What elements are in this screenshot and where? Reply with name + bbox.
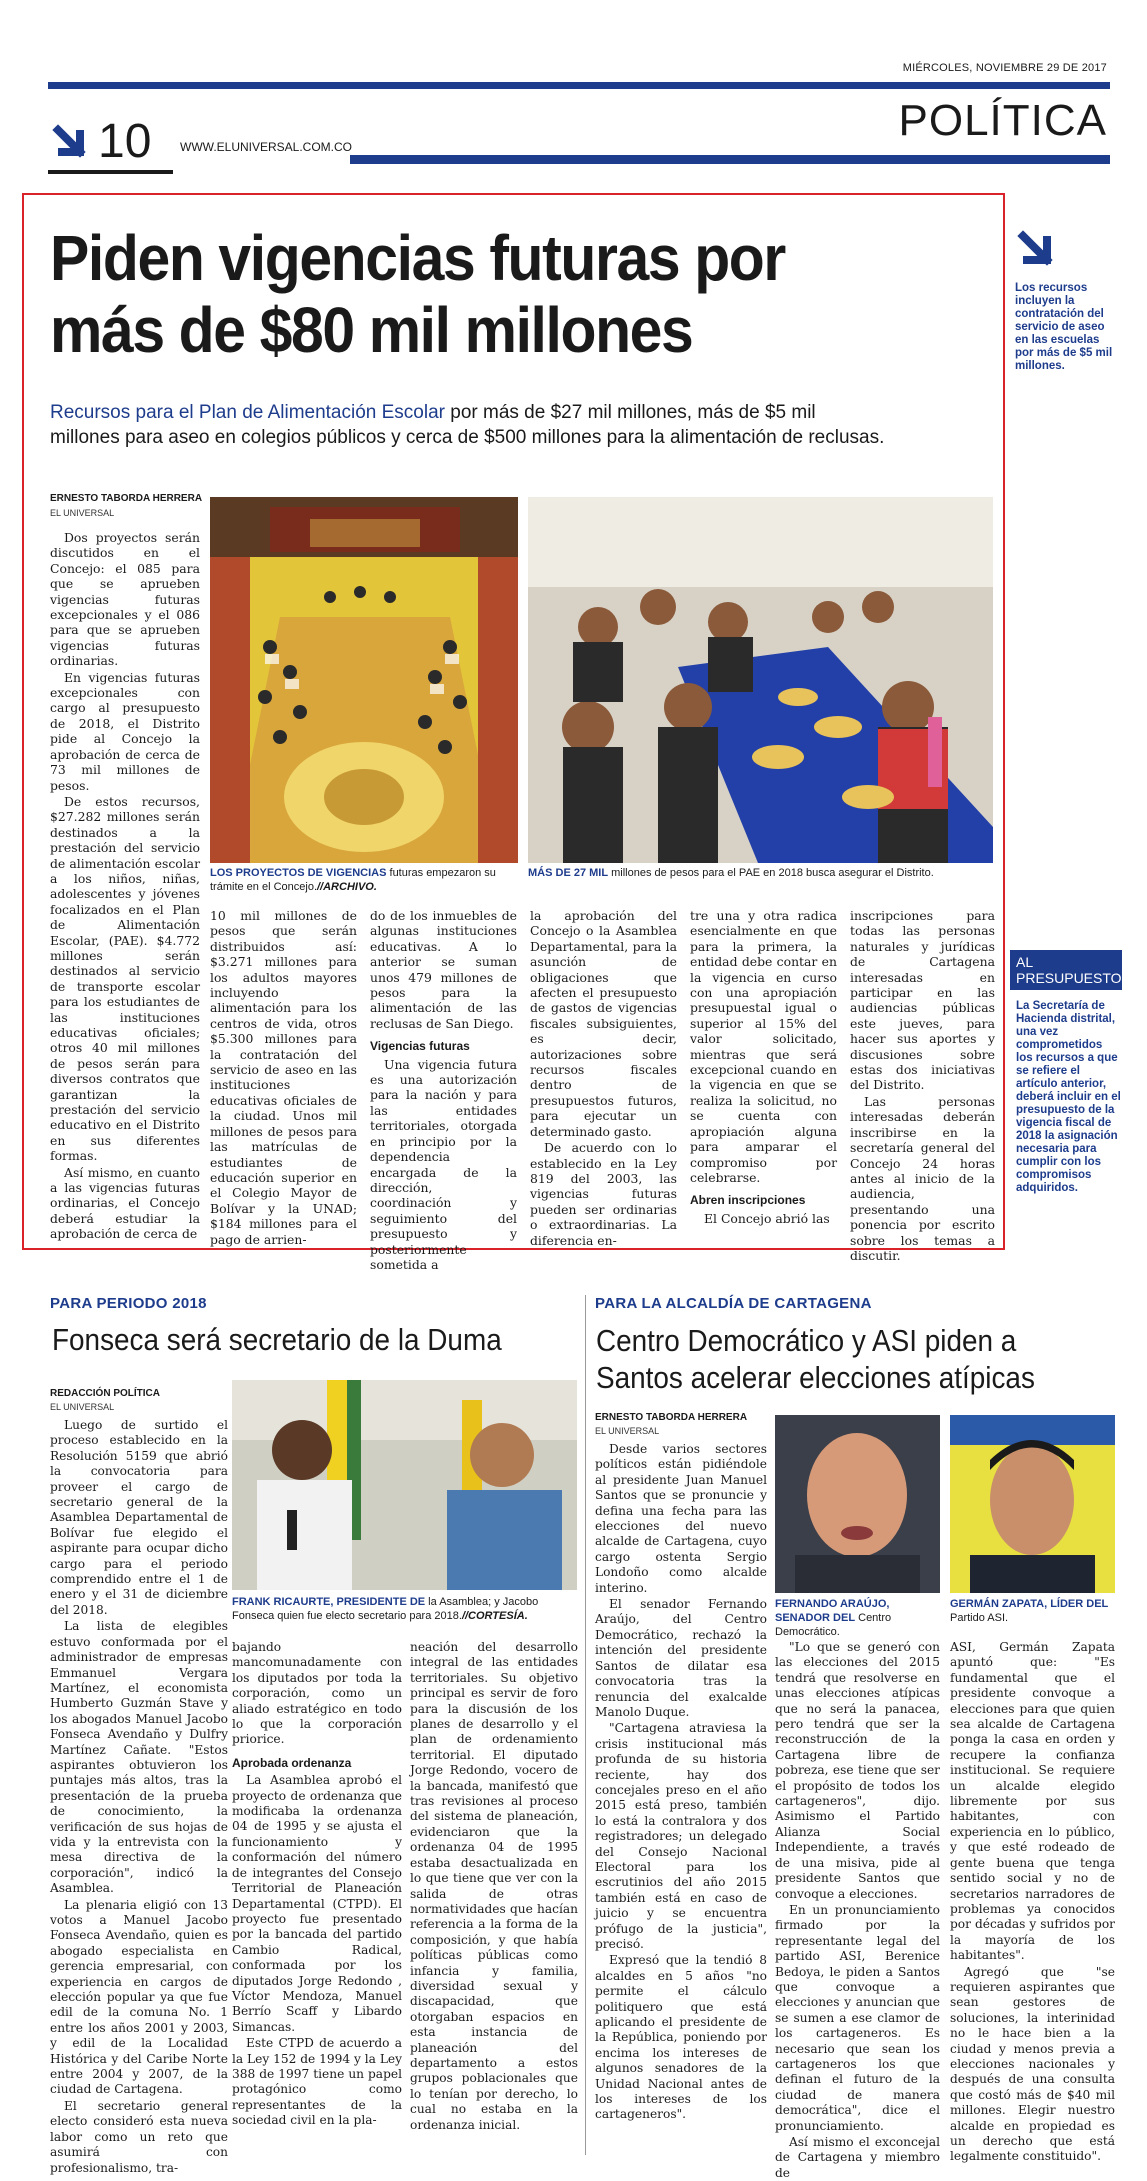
page-number-underline [48,170,173,174]
column-divider [585,1295,586,2155]
arrow-down-right-icon [1015,228,1061,274]
cd-outlet: EL UNIVERSAL [595,1426,660,1436]
duma-kicker: PARA PERIODO 2018 [50,1295,207,1312]
photo-school-meal [528,497,993,863]
cd-kicker: PARA LA ALCALDÍA DE CARTAGENA [595,1295,872,1312]
subhead-aprobada-ordenanza: Aprobada ordenanza [232,1755,352,1770]
website-url[interactable]: WWW.ELUNIVERSAL.COM.CO [180,140,353,154]
duma-col-2: bajando mancomunadamente con los diputados por toda la corporación, como un aliado estratégico en todo lo que la corporación priorice. Aprobada ordenanza La Asamblea aprobó el proyecto de ordenanza que modificaba la ordenanza 04 de 1995 y se ajusta el funcionamiento y conformación del número de integrantes del Consejo Territorial de Planeación Departamental (CTPD). El proyecto fue presentado por la bancada del partido Cambio Radical, conformada por los diputados Jorge Redondo , Víctor Mendoza, Manuel Berrío Scaff y Libardo Simancas. Este CTPD de acuerdo a la Ley 152 de 1994 y la Ley 388 de 1997 tiene un papel protagónico como representantes de la sociedad civil en la pla- [232,1640,403,2128]
main-headline-line2: más de $80 mil millones [50,294,693,366]
duma-col-1: Luego de surtido el proceso establecido en la Resolución 5159 que abrió la convocatoria para proveer el cargo de secretario general de la Asamblea Departamental de Bolívar fue elegido el aspirante para ocupar dicho cargo para el periodo comprendido entre el 1 de enero y el 31 de diciembre del 2018. La lista de elegibles estuvo conformada por el administrador de empresas Emmanuel Vergara Martínez, el economista Humberto Guzmán Stave y los abogados Manuel Jacobo Fonseca Avendaño y Dulfry Martínez Cañate. "Estos aspirantes obtuvieron los puntajes más altos, tras la presentación de la prueba de conocimiento, la verificación de sus hojas de vida y la entrevista con la mesa directiva de la corporación", indicó la Asamblea. La plenaria eligió con 13 votos a Manuel Jacobo Fonseca Avendaño, quien es abogado especialista en gerencia empresarial, con experiencia en cargos de elección popular ya que fue edil de la comuna No. 1 entre los años 2001 y 2003, y edil de la Localidad Histórica y del Caribe Norte entre 2004 y 2007, de la ciudad de Cartagena. El secretario general electo consideró esta nueva labor como un reto que asumirá con profesionalismo, tra- [50,1418,228,2175]
main-headline [50,222,924,366]
main-col-5: tre una y otra radica esencialmente en que para la primera, la entidad debe contar en la vigencia en curso con una apropiación presupuestal igual o superior al 15% del valor solicitado, mientras que será excepcional cuando en la vigencia en que se realiza la solicitud, no se cuenta con apropiación alguna para amparar el compromiso por celebrarse. Abren inscripciones El Concejo abrió las [690,908,837,1226]
main-col-4: la aprobación del Concejo o la Asamblea Departamental, para la asunción de obligaciones que afecten el presupuesto de gastos de vigencias fiscales subsiguientes, es decir, autorizaciones sobre recursos fiscales dentro de presupuestos futuros, para ejecutar un determinado gasto. De acuerdo con lo establecido en la Ley 819 del 2003, las vigencias futuras pueden ser ordinarias o extraordinarias. La diferencia en- [530,908,677,1248]
main-byline: ERNESTO TABORDA HERRERA [50,493,203,504]
sidebar-mid [1010,950,1122,1195]
main-outlet: EL UNIVERSAL [50,508,115,518]
fernando-araujo-image [775,1415,940,1593]
duma-photo-caption: FRANK RICAURTE, PRESIDENTE DE la Asamblea; y Jacobo Fonseca quien fue electo secretario para 2018.//CORTESÍA. [232,1596,539,1622]
photo-german-zapata [950,1415,1115,1593]
araujo-caption: FERNANDO ARAÚJO, SENADOR DEL Centro Democrático. [775,1598,892,1638]
duma-col-3: neación del desarrollo integral de las entidades territoriales. Su objetivo principal es servir de foro para la discusión de los planes de desarrollo y el plan de ordenamiento territorial. El diputado Jorge Redondo, vocero de la bancada, manifestó que tras revisiones al proceso del sistema de planeación, evidenciaron que la ordenanza 04 de 1995 estaba desactualizada en lo que tiene que ver con la salida de otras normatividades que hacían referencia a la forma de la composición, y que había políticas públicas como infancia y familia, diversidad sexual y discapacidad, que otorgaban espacios en esta instancia de planeación del departamento a estos grupos poblacionales que lo tenían por derecho, lo cual no estaba en la ordenanza inicial. [410,1640,578,2132]
cd-col-3: ASI, Germán Zapata apuntó que: "Es fundamental que el presidente convoque a elecciones para que quien sea alcalde de Cartagena ponga la casa en orden y recupere la confianza institucional. Se requiere un alcalde elegido libremente por sus habitantes, con experiencia en lo público, y que esté rodeado de gente buena que tenga sentido social y no de secretarios narradores de problemas ya conocidos por décadas y sufridos por la mayoría de los habitantes". Agregó que "se requieren aspirantes que sean gestores de soluciones, la interinidad no le hace bien a la ciudad y menos previa a elecciones nacionales y después de una consulta que costó más de $40 mil millones. Elegir nuestro alcalde en propiedad es un derecho que está legalmente constituido". [950,1640,1115,2164]
sidebar-top-text: Los recursos incluyen la contratación del servicio de aseo en las escuelas por más de $5 mil millones. [1015,282,1113,372]
subhead-vigencias-futuras: Vigencias futuras [370,1039,470,1054]
photo-council-chamber [210,497,518,863]
cd-byline: ERNESTO TABORDA HERRERA [595,1412,748,1423]
duma-outlet: EL UNIVERSAL [50,1402,115,1412]
photo-duma [232,1380,577,1590]
sidebar-top [1015,228,1115,373]
photo2-caption: MÁS DE 27 MIL millones de pesos para el PAE en 2018 busca asegurar el Distrito. [528,867,934,879]
page-number-block [48,116,173,174]
top-rule [48,82,1110,89]
issue-date: MIÉRCOLES, NOVIEMBRE 29 DE 2017 [902,62,1107,74]
sidebar-mid-text: La Secretaría de Hacienda distrital, una vez comprometidos los recursos a que se refiere el artículo anterior, deberá incluir en el presupuesto de la vigencia fiscal de 2018 la asignación necesaria para cumplir con los compromisos adquiridos. [1016,1000,1121,1194]
section-title: POLÍTICA [898,96,1107,145]
arrow-down-right-icon [50,122,94,166]
main-col-2: 10 mil millones de pesos que serán distribuidos así: $3.271 millones para los adultos mayores incluyendo alimentación para los centros de vida, otros $5.300 millones para la contratación del servicio de aseo en las instituciones educativas oficiales de la ciudad. Unos mil millones de pesos para las matrículas de estudiantes de educación superior en el Colegio Mayor de Bolívar y la UNAD; $184 millones para el pago de arrien- [210,908,357,1247]
school-meal-image [528,497,993,863]
photo1-caption: LOS PROYECTOS DE VIGENCIAS futuras empezaron su trámite en el Concejo.//ARCHIVO. [210,867,496,893]
page-number: 10 [98,115,152,168]
zapata-caption: GERMÁN ZAPATA, LÍDER DEL Partido ASI. [950,1598,1109,1624]
cd-col-1: Desde varios sectores políticos están pidiéndole al presidente Juan Manuel Santos que se pronuncie y defina una fecha para las elecciones del nuevo alcalde de Cartagena, cuyo cargo ostenta Sergio Londoño como alcalde interino. El senador Fernando Araújo, del Centro Democrático, rechazó la intención del presidente Santos de dilatar esa convocatoria tras la renuncia del exalcalde Manolo Duque. "Cartagena atraviesa la crisis institucional más profunda de su historia reciente, hay dos concejales preso en el año 2015 está preso, también lo está la contralora y dos registradores; un delegado del Consejo Nacional Electoral para los escrutinios del año 2015 también está en caso de juicio y se encuentra prófugo de la justicia", precisó. Expresó que la tendió 8 alcaldes en 5 años "no permite el cálculo politiquero que está aplicando el presidente de la República, poniendo por encima los intereses de algunos senadores de la Unidad Nacional antes de los intereses de los cartageneros". [595,1442,767,2122]
cd-headline: Centro Democrático y ASI piden a Santos acelerar elecciones atípicas [596,1323,1035,1395]
main-col-3: do de los inmuebles de algunas instituciones educativas. A lo anterior se suman unos 479 millones de pesos para la alimentación de las reclusas de San Diego. Vigencias futuras Una vigencia futura es una autorización para la nación y para las entidades territoriales, otorgada en principio por la dependencia encargada de la dirección, coordinación y seguimiento del presupuesto y posteriormente sometida a [370,908,517,1272]
main-headline-line1: Piden vigencias futuras por [50,222,785,294]
header-rule [350,155,1110,164]
cd-col-2: "Lo que se generó con las elecciones del 2015 tendrá que resolverse en unas elecciones atípicas que no será la panacea, pero tendrá que ser la reconstrucción de la Cartagena libre de pobreza, ese tiene que ser el propósito de todos los cartageneros", dijo. Asimismo el Partido Alianza Social Independiente, a través de una misiva, pide al presidente Santos que convoque a elecciones. En un pronunciamiento firmado por la representante legal del partido ASI, Berenice Bedoya, le piden a Santos que convoque a elecciones y anuncian que se sumen a ese clamor de los cartageneros. Es necesario que sean los cartageneros los que definan el futuro de la ciudad de manera democrática", dice el pronunciamiento. Así mismo el exconcejal de Cartagena y miembro de [775,1640,940,2180]
deck-highlight: Recursos para el Plan de Alimentación Escolar [50,402,445,423]
duma-image [232,1380,577,1590]
deck-line1-rest: por más de $27 mil millones, más de $5 mil [444,402,816,423]
duma-headline: Fonseca será secretario de la Duma [52,1322,502,1357]
photo-fernando-araujo [775,1415,940,1593]
german-zapata-image [950,1415,1115,1593]
main-deck [50,400,1000,450]
council-chamber-image [210,497,518,863]
subhead-abren-inscripciones: Abren inscripciones [690,1193,806,1208]
duma-byline: REDACCIÓN POLÍTICA [50,1388,160,1399]
deck-line2: millones para aseo en colegios públicos y cerca de $500 millones para la alimentación de reclusas. [50,427,885,448]
main-col-1: Dos proyectos serán discutidos en el Concejo: el 085 para que se aprueben vigencias futuras excepcionales y el 086 para que se aprueben vigencias futuras ordinarias. En vigencias futuras excepcionales con cargo al presupuesto de 2018, el Distrito pide al Concejo la aprobación de cerca de 73 mil millones de pesos. De estos recursos, $27.282 millones serán destinados a la prestación del servicio de alimentación escolar a los niños, niñas, adolescentes y jóvenes focalizados en el Plan de Alimentación Escolar, (PAE). $4.772 millones serán destinados al servicio de transporte escolar para los estudiantes de las instituciones educativas oficiales; otros 40 mil millones de pesos serán para diversos contratos que garantizan la prestación del servicio educativo en el Distrito en sus diferentes formas. Así mismo, en cuanto a las vigencias futuras ordinarias, el Concejo deberá estudiar la aprobación de cerca de [50,530,200,1242]
main-col-6: inscripciones para todas las personas naturales y jurídicas de Cartagena interesadas en participar en las audiencias públicas este jueves, para hacer sus aportes y discusiones sobre estas dos iniciativas del Distrito. Las personas interesadas deberán inscribirse en la secretaría general del Concejo 24 horas antes al inicio de la audiencia, presentando una ponencia por escrito sobre los temas a discutir. [850,908,995,1263]
presupuesto-tag: AL PRESUPUESTO [1010,950,1122,990]
